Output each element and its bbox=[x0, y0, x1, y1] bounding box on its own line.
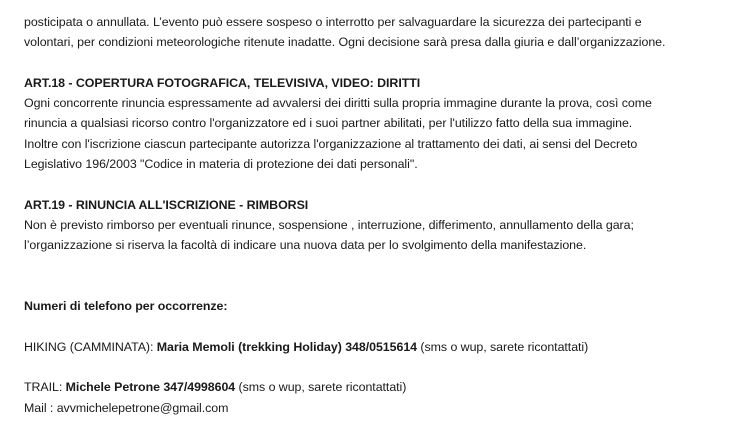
trail-label: TRAIL: bbox=[24, 380, 66, 395]
article-18-line-3: Inoltre con l'iscrizione ciascun partecipante autorizza l'organizzazione al trattamento dei dati, ai sensi del Decreto bbox=[24, 136, 638, 151]
hiking-label: HIKING (CAMMINATA): bbox=[24, 339, 157, 354]
trail-note: (sms o wup, sarete ricontattati) bbox=[235, 380, 407, 395]
article-18-line-1: Ogni concorrente rinuncia espressamente ad avvalersi dei diritti sulla propria immagine durante la prova, così come bbox=[24, 96, 652, 111]
regulations-document bbox=[24, 12, 724, 418]
mail-label: Mail : bbox=[24, 400, 57, 415]
mail-line bbox=[24, 398, 724, 418]
hiking-contact: Maria Memoli (trekking Holiday) 348/0515614 bbox=[156, 339, 418, 354]
article-19-heading: ART.19 - RINUNCIA ALL'ISCRIZIONE - RIMBORSI bbox=[24, 197, 309, 212]
hiking-contact-line bbox=[24, 337, 724, 357]
contacts-heading: Numeri di telefono per occorrenze: bbox=[24, 299, 228, 314]
article-18-heading: ART.18 - COPERTURA FOTOGRAFICA, TELEVISIVA, VIDEO: DIRITTI bbox=[24, 75, 421, 90]
trail-contact: Michele Petrone 347/4998604 bbox=[65, 380, 236, 395]
article-18-section bbox=[24, 73, 724, 174]
spacer bbox=[24, 256, 724, 276]
spacer bbox=[24, 316, 724, 336]
article-19-line-1: Non è previsto rimborso per eventuali rinunce, sospensione , interruzione, differimento, annullamento della gara; bbox=[24, 217, 634, 232]
hiking-note: (sms o wup, sarete ricontattati) bbox=[417, 339, 589, 354]
article-18-line-4: Legislativo 196/2003 "Codice in materia di protezione dei dati personali". bbox=[24, 157, 418, 172]
intro-line-2: volontari, per condizioni meteorologiche ritenute inadatte. Ogni decisione sarà presa dalla giuria e dall’organizzazione. bbox=[24, 35, 666, 50]
intro-line-1: posticipata o annullata. L’evento può essere sospeso o interrotto per salvaguardare la sicurezza dei partecipanti e bbox=[24, 15, 642, 29]
spacer bbox=[24, 53, 724, 73]
article-18-line-2: rinuncia a qualsiasi ricorso contro l'organizzatore ed i suoi partner abilitati, per l'utilizzo fatto della sua immagine. bbox=[24, 116, 633, 131]
trail-contact-line bbox=[24, 377, 724, 397]
article-19-line-2: l’organizzazione si riserva la facoltà di indicare una nuova data per lo svolgimento della manifestazione. bbox=[24, 238, 587, 253]
article-19-section bbox=[24, 195, 724, 256]
contacts-section bbox=[24, 296, 724, 418]
spacer bbox=[24, 174, 724, 194]
mail-address: avvmichelepetrone@gmail.com bbox=[56, 400, 229, 415]
spacer bbox=[24, 357, 724, 377]
spacer bbox=[24, 276, 724, 296]
